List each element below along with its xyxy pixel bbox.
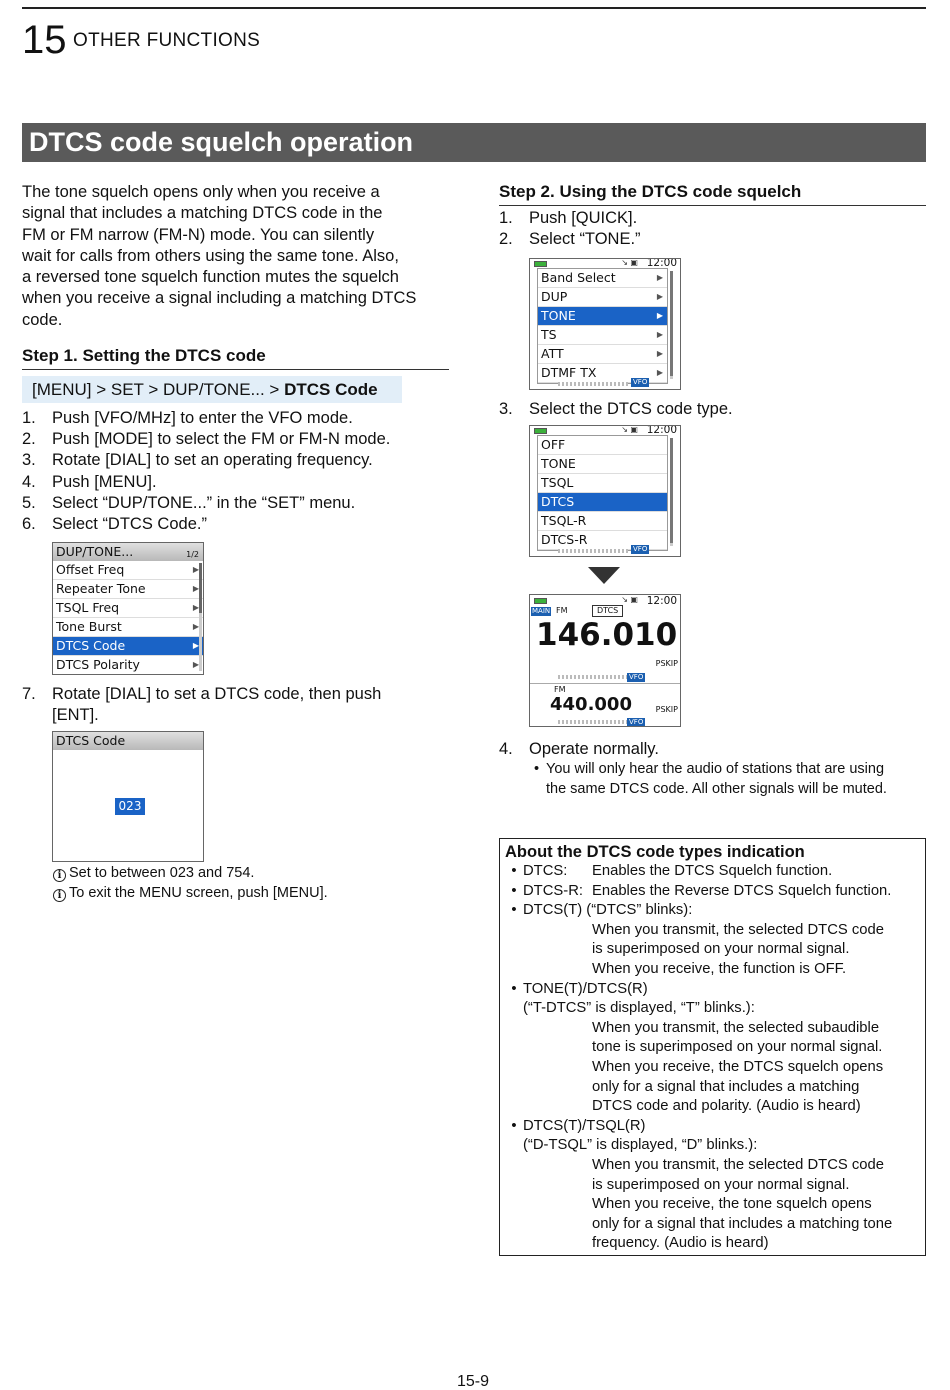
list-item: 3. Rotate [DIAL] to set an operating frequency. (22, 451, 373, 470)
list-item: 5. Select “DUP/TONE...” in the “SET” menu. (22, 493, 356, 512)
step2-heading: Step 2. Using the DTCS code squelch (499, 182, 926, 206)
chevron-right-icon: ▶ (192, 603, 199, 612)
chevron-right-icon: ▶ (656, 368, 663, 377)
menu-row: OFF (538, 436, 667, 455)
menu-row-selected: DTCS (538, 493, 667, 512)
intro-line: wait for calls from others using the same tone. Also, (22, 246, 399, 265)
menu-row: DTMF TX ▶ (538, 364, 667, 383)
menu-row: ATT ▶ (538, 345, 667, 364)
step2-item4 (499, 739, 926, 760)
info-icon: i (53, 869, 66, 882)
step1-item7 (22, 684, 452, 726)
vfo-badge: VFO (633, 545, 648, 553)
scrollbar (199, 563, 202, 671)
chevron-right-icon: ▶ (656, 292, 663, 301)
main-badge: MAIN (532, 607, 551, 615)
about-item-tone-dtcs: • TONE(T)/DTCS(R) (511, 980, 648, 997)
about-text-line: When you transmit, the selected subaudible (592, 1019, 880, 1036)
clock: 12:00 (646, 595, 677, 607)
down-arrow-icon (588, 567, 620, 584)
list-item: [ENT]. (52, 706, 99, 725)
menu-row: TSQL (538, 474, 667, 493)
intro-line: signal that includes a matching DTCS code in the (22, 204, 383, 223)
chevron-right-icon: ▶ (656, 349, 663, 358)
menu-row: DTCS-R (538, 531, 667, 550)
main-frequency: 146.010 (536, 617, 678, 653)
about-item-dtcst: • DTCS(T) (“DTCS” blinks): (511, 902, 693, 919)
step2-item3 (499, 399, 926, 420)
note-exit: i To exit the MENU screen, push [MENU]. (53, 884, 328, 903)
note-range: i Set to between 023 and 754. (53, 864, 254, 883)
duptone-screen (52, 542, 204, 675)
about-text-line: When you transmit, the selected DTCS code (592, 1156, 884, 1173)
dtcs-badge: DTCS (592, 605, 623, 617)
step1-heading: Step 1. Setting the DTCS code (22, 346, 449, 370)
s-meter (558, 675, 628, 679)
intro-line: a reversed tone squelch function mutes the squelch (22, 268, 399, 287)
chevron-right-icon: ▶ (192, 641, 199, 650)
clock: 12:00 (646, 258, 677, 269)
battery-icon (534, 428, 547, 434)
battery-icon (534, 598, 547, 604)
page-indicator: 1/2 (186, 550, 199, 559)
section-title: DTCS code squelch operation (22, 123, 926, 162)
s-meter-sub (558, 720, 628, 724)
list-item: 3. Select the DTCS code type. (499, 400, 733, 418)
intro-line: FM or FM narrow (FM-N) mode. You can silently (22, 225, 375, 244)
info-icon: i (53, 889, 66, 902)
chevron-right-icon: ▶ (192, 584, 199, 593)
list-item: 2. Push [MODE] to select the FM or FM-N mode. (22, 430, 391, 449)
about-text-line: (“T-DTCS” is displayed, “T” blinks.): (523, 1000, 755, 1017)
chevron-right-icon: ▶ (192, 622, 199, 631)
chevron-right-icon: ▶ (656, 330, 663, 339)
intro-paragraph (22, 182, 452, 331)
menu-row-selected: DTCS Code ▶ (53, 637, 203, 656)
about-item-dtcs-tsql: • DTCS(T)/TSQL(R) (511, 1117, 646, 1134)
item4-bullet: • You will only hear the audio of stations that are using the same DTCS code. All other signals will be muted. (534, 761, 887, 797)
pskip-label: PSKIP (655, 659, 678, 668)
vfo-badge: VFO (633, 378, 648, 386)
menu-path (22, 376, 402, 403)
about-text-line: When you receive, the DTCS squelch opens (592, 1058, 884, 1075)
about-title: About the DTCS code types indication (505, 843, 805, 861)
step1-list (22, 408, 452, 535)
s-meter (558, 549, 628, 553)
list-item: 2. Select “TONE.” (499, 230, 641, 249)
vfo-badge: VFO (629, 673, 644, 681)
screen-title: DUP/TONE... 1/2 (53, 543, 203, 561)
menu-row: TSQL-R (538, 512, 667, 531)
about-text-line: When you receive, the tone squelch opens (592, 1196, 872, 1213)
menu-row: Tone Burst ▶ (53, 618, 203, 637)
about-box (499, 838, 926, 1256)
about-text-line: (“D-TSQL” is displayed, “D” blinks.): (523, 1137, 758, 1154)
vfo-badge-sub: VFO (629, 718, 644, 726)
menu-path-target: DTCS Code (284, 380, 378, 399)
sub-mode-label: FM (554, 685, 566, 694)
about-text-line: is superimposed on your normal signal. (592, 941, 850, 958)
s-meter (558, 382, 628, 386)
clock: 12:00 (646, 425, 677, 436)
chevron-right-icon: ▶ (656, 311, 663, 320)
signal-icons: ↘ ▣ (621, 425, 638, 434)
quick-menu-screen (529, 258, 681, 390)
step2-list (499, 208, 926, 250)
intro-line: when you receive a signal including a matching DTCS (22, 289, 417, 308)
list-item: 4. Push [MENU]. (22, 472, 157, 491)
sub-frequency: 440.000 (550, 694, 632, 715)
about-text-line: When you transmit, the selected DTCS code (592, 921, 884, 938)
about-item-dtcsr: • DTCS-R: Enables the Reverse DTCS Squelch function. (511, 882, 892, 899)
chapter-number: 15 (22, 18, 67, 62)
about-text-line: only for a signal that includes a matching (592, 1078, 860, 1095)
intro-line: The tone squelch opens only when you receive a (22, 183, 380, 201)
menu-row: Offset Freq ▶ (53, 561, 203, 580)
dtcs-code-value: 023 (115, 798, 145, 815)
menu-row: DUP ▶ (538, 288, 667, 307)
menu-row: TS ▶ (538, 326, 667, 345)
intro-line: code. (22, 310, 63, 329)
signal-icons: ↘ ▣ (621, 595, 638, 604)
menu-row: Repeater Tone ▶ (53, 580, 203, 599)
about-text-line: is superimposed on your normal signal. (592, 1176, 850, 1193)
pskip-label-sub: PSKIP (655, 705, 678, 714)
screen-title: DTCS Code (53, 732, 203, 750)
scrollbar (670, 438, 673, 546)
dtcs-code-screen (52, 731, 204, 862)
frequency-screen (529, 594, 681, 727)
battery-icon (534, 261, 547, 267)
about-text-line: DTCS code and polarity. (Audio is heard) (592, 1098, 861, 1115)
about-item-dtcs: • DTCS: Enables the DTCS Squelch function. (511, 863, 833, 879)
about-text-line: tone is superimposed on your normal signal. (592, 1039, 883, 1056)
page-number: 15-9 (457, 1373, 490, 1390)
list-item: 1. Push [QUICK]. (499, 209, 638, 227)
menu-row-selected: TONE ▶ (538, 307, 667, 326)
about-text-line: When you receive, the function is OFF. (592, 960, 847, 977)
list-item: 6. Select “DTCS Code.” (22, 515, 207, 534)
menu-row: DTCS Polarity ▶ (53, 656, 203, 675)
about-text-line: frequency. (Audio is heard) (592, 1235, 769, 1252)
list-item: 1. Push [VFO/MHz] to enter the VFO mode. (22, 409, 353, 427)
chapter-title: OTHER FUNCTIONS (73, 30, 261, 51)
list-item: 4. Operate normally. (499, 740, 659, 758)
mode-label: FM (556, 606, 568, 615)
signal-icons: ↘ ▣ (621, 258, 638, 267)
menu-path-prefix: [MENU] > SET > DUP/TONE... > (32, 380, 285, 399)
menu-row: TSQL Freq ▶ (53, 599, 203, 618)
menu-row: TONE (538, 455, 667, 474)
chevron-right-icon: ▶ (192, 565, 199, 574)
tone-type-screen (529, 425, 681, 557)
chevron-right-icon: ▶ (656, 273, 663, 282)
about-text-line: only for a signal that includes a matching tone (592, 1215, 893, 1232)
scrollbar (670, 271, 673, 379)
top-rule (22, 7, 926, 9)
menu-row: Band Select ▶ (538, 269, 667, 288)
list-item: 7. Rotate [DIAL] to set a DTCS code, then push (22, 685, 382, 703)
chevron-right-icon: ▶ (192, 660, 199, 669)
